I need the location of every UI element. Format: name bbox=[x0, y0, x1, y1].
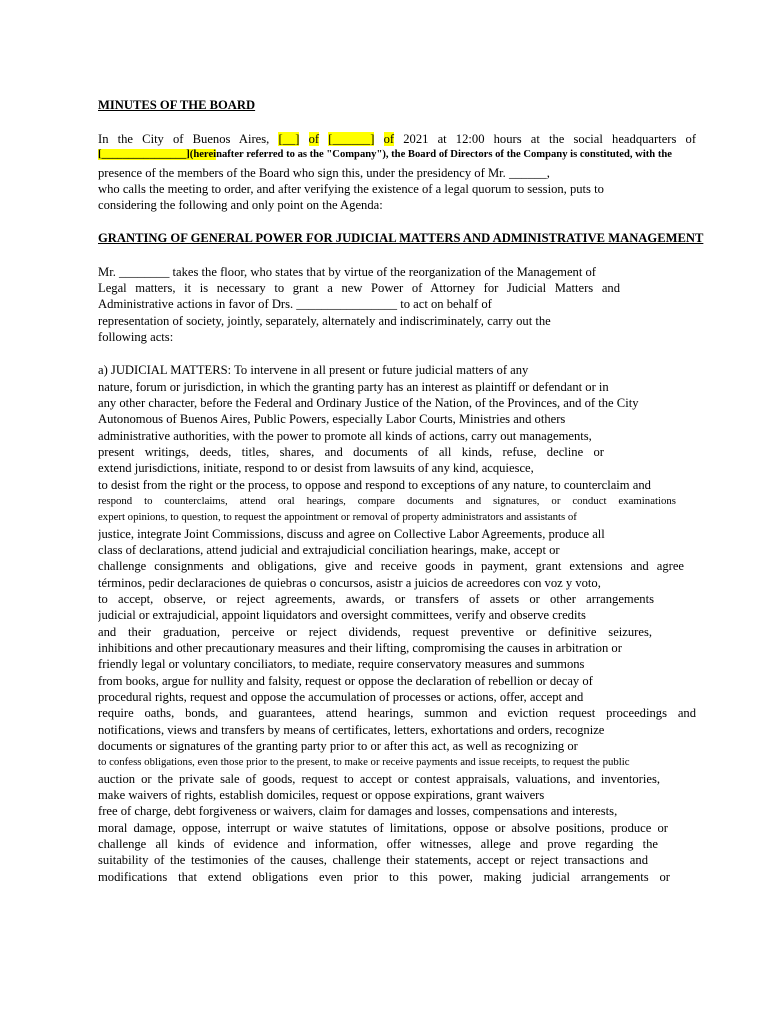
paragraph-line: class of declarations, attend judicial and extrajudicial conciliation hearings, make, accept or bbox=[98, 543, 560, 557]
paragraph-line: modifications that extend obligations even prior to this power, making judicial arrangements or bbox=[98, 870, 670, 884]
paragraph-line: to desist from the right or the process, to oppose and respond to exceptions of any nature, to counterclaim and bbox=[98, 478, 651, 492]
paragraph-line: respond to counterclaims, attend oral hearings, compare documents and signatures, or conduct examinations bbox=[98, 495, 676, 507]
paragraph-line: documents or signatures of the granting party prior to or after this act, as well as recognizing or bbox=[98, 739, 578, 753]
paragraph-line: inhibitions and other precautionary measures and their lifting, compromising the causes in arbitration or bbox=[98, 641, 622, 655]
company-blank: [________________](herei bbox=[98, 149, 217, 160]
intro-text: In the City of Buenos Aires, bbox=[98, 132, 270, 146]
paragraph-line: auction or the private sale of goods, request to accept or contest appraisals, valuations, and inventories, bbox=[98, 772, 660, 786]
paragraph-line: and their graduation, perceive or reject dividends, request preventive or definitive seizures, bbox=[98, 625, 652, 639]
intro-of: of bbox=[308, 132, 320, 146]
paragraph-line: present writings, deeds, titles, shares, and documents of all kinds, refuse, decline or bbox=[98, 445, 604, 459]
intro-line-1 bbox=[98, 131, 696, 147]
paragraph-line: any other character, before the Federal and Ordinary Justice of the Nation, of the Provinces, and of the City bbox=[98, 396, 639, 410]
paragraph-line: procedural rights, request and oppose the accumulation of processes or actions, offer, accept and bbox=[98, 690, 584, 704]
paragraph-line: Legal matters, it is necessary to grant a new Power of Attorney for Judicial Matters and bbox=[98, 281, 620, 295]
paragraph-line: to confess obligations, even those prior to the present, to make or receive payments and issue receipts, to request the public bbox=[98, 756, 630, 768]
paragraph-line: make waivers of rights, establish domiciles, request or oppose expirations, grant waivers bbox=[98, 788, 545, 802]
paragraph-line: justice, integrate Joint Commissions, discuss and agree on Collective Labor Agreements, produce all bbox=[98, 527, 605, 541]
intro-of: of bbox=[383, 132, 395, 146]
month-blank: [______] bbox=[328, 132, 375, 146]
paragraph-line: administrative authorities, with the power to promote all kinds of actions, carry out managements, bbox=[98, 429, 592, 443]
day-blank: [__] bbox=[278, 132, 300, 146]
paragraph-line: a) JUDICIAL MATTERS: To intervene in all present or future judicial matters of any bbox=[98, 363, 529, 377]
paragraph-line: extend jurisdictions, initiate, respond to or desist from lawsuits of any kind, acquiesce, bbox=[98, 461, 534, 475]
document-title: MINUTES OF THE BOARD bbox=[98, 98, 256, 112]
paragraph-line: expert opinions, to question, to request the appointment or removal of property administrators and assistants of bbox=[98, 511, 577, 523]
paragraph-line: Administrative actions in favor of Drs. ________________ to act on behalf of bbox=[98, 297, 492, 311]
paragraph-line: free of charge, debt forgiveness or waivers, claim for damages and losses, compensations and interests, bbox=[98, 804, 618, 818]
intro-line-2 bbox=[98, 147, 714, 163]
paragraph-line: following acts: bbox=[98, 330, 174, 344]
paragraph-line: Mr. ________ takes the floor, who states that by virtue of the reorganization of the Management of bbox=[98, 265, 596, 279]
paragraph-line: to accept, observe, or reject agreements, awards, or transfers of assets or other arrangements bbox=[98, 592, 654, 606]
paragraph-line: challenge consignments and obligations, give and receive goods in payment, grant extensions and agree bbox=[98, 559, 684, 573]
paragraph-line: nature, forum or jurisdiction, in which the granting party has an interest as plaintiff or defendant or in bbox=[98, 380, 609, 394]
paragraph-line: representation of society, jointly, separately, alternately and indiscriminately, carry out the bbox=[98, 314, 551, 328]
paragraph-line: friendly legal or voluntary conciliators, to mediate, require conservatory measures and summons bbox=[98, 657, 585, 671]
paragraph-line: from books, argue for nullity and falsity, request or oppose the declaration of rebellion or decay of bbox=[98, 674, 593, 688]
paragraph-line: Autonomous of Buenos Aires, Public Powers, especially Labor Courts, Ministries and others bbox=[98, 412, 566, 426]
intro-line-4: who calls the meeting to order, and after verifying the existence of a legal quorum to session, puts to bbox=[98, 182, 604, 196]
intro-line-5: considering the following and only point on the Agenda: bbox=[98, 198, 383, 212]
intro-line-3: presence of the members of the Board who sign this, under the presidency of Mr. ______, bbox=[98, 166, 550, 180]
intro-text: nafter referred to as the "Company"), the Board of Directors of the Company is constituted, with the bbox=[216, 149, 672, 160]
paragraph-line: require oaths, bonds, and guarantees, attend hearings, summon and eviction request proceedings and bbox=[98, 706, 696, 720]
paragraph-line: judicial or extrajudicial, appoint liquidators and oversight committees, verify and observe credits bbox=[98, 608, 586, 622]
paragraph-line: moral damage, oppose, interrupt or waive statutes of limitations, oppose or absolve positions, produce or bbox=[98, 821, 668, 835]
paragraph-line: suitability of the testimonies of the causes, challenge their statements, accept or reject transactions and bbox=[98, 853, 648, 867]
paragraph-line: notifications, views and transfers by means of certificates, letters, exhortations and orders, recognize bbox=[98, 723, 605, 737]
intro-text: 2021 at 12:00 hours at the social headquarters of bbox=[403, 132, 696, 146]
paragraph-line: challenge all kinds of evidence and information, offer witnesses, allege and prove regarding the bbox=[98, 837, 658, 851]
section-heading: GRANTING OF GENERAL POWER FOR JUDICIAL MATTERS AND ADMINISTRATIVE MANAGEMENT bbox=[98, 231, 704, 245]
paragraph-line: términos, pedir declaraciones de quiebras o concursos, asistr a juicios de acreedores con voz y voto, bbox=[98, 576, 601, 590]
